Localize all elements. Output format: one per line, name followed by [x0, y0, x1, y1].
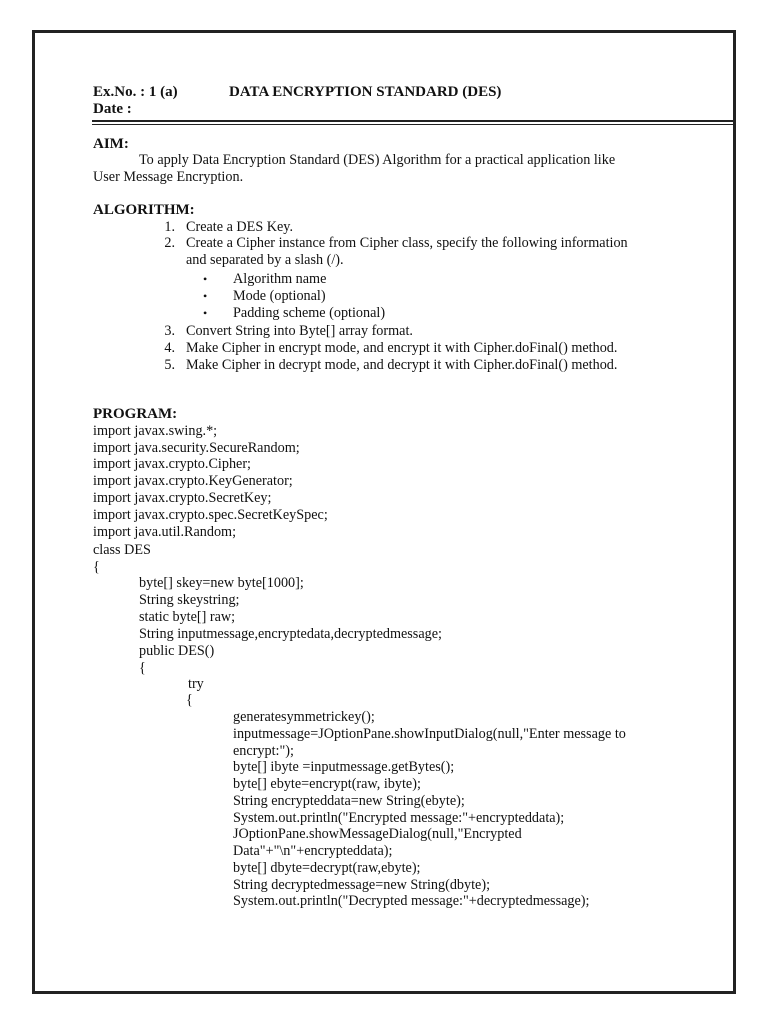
code-line: public DES() — [139, 643, 215, 659]
step-text: Convert String into Byte[] array format. — [186, 323, 413, 339]
code-line: byte[] dbyte=decrypt(raw,ebyte); — [233, 860, 421, 876]
date-label: Date : — [93, 101, 132, 117]
code-line: generatesymmetrickey(); — [233, 709, 375, 725]
bullet-item: Algorithm name — [233, 271, 327, 287]
code-line: static byte[] raw; — [139, 609, 236, 625]
program-heading: PROGRAM: — [93, 406, 178, 422]
code-line: import javax.swing.*; — [93, 423, 218, 439]
header-rule-thin — [92, 124, 733, 125]
code-line: { — [93, 559, 100, 575]
code-line: inputmessage=JOptionPane.showInputDialog(null,"Enter message to — [233, 726, 626, 742]
step-text: Make Cipher in decrypt mode, and decrypt it with Cipher.doFinal() method. — [186, 357, 618, 373]
code-line: encrypt:"); — [233, 743, 294, 759]
code-line: import javax.crypto.Cipher; — [93, 456, 251, 472]
bullet-item: Mode (optional) — [233, 288, 326, 304]
code-line: String encrypteddata=new String(ebyte); — [233, 793, 465, 809]
code-line: { — [186, 692, 193, 708]
step-number: 2. — [164, 235, 175, 251]
code-line: String inputmessage,encryptedata,decryptedmessage; — [139, 626, 442, 642]
step-number: 4. — [164, 340, 175, 356]
step-text: Make Cipher in encrypt mode, and encrypt it with Cipher.doFinal() method. — [186, 340, 618, 356]
algorithm-heading: ALGORITHM: — [93, 202, 195, 218]
bullet-item: Padding scheme (optional) — [233, 305, 386, 321]
code-line: String decryptedmessage=new String(dbyte); — [233, 877, 491, 893]
page-title: DATA ENCRYPTION STANDARD (DES) — [229, 84, 502, 100]
code-line: Data"+"\n"+encrypteddata); — [233, 843, 393, 859]
code-line: byte[] ibyte =inputmessage.getBytes(); — [233, 759, 455, 775]
bullet-icon: • — [203, 289, 208, 303]
aim-text-line-2: User Message Encryption. — [93, 169, 244, 185]
code-line: System.out.println("Decrypted message:"+decryptedmessage); — [233, 893, 590, 909]
step-text-continued: and separated by a slash (/). — [186, 252, 344, 268]
code-line: import javax.crypto.SecretKey; — [93, 490, 272, 506]
code-line: import java.util.Random; — [93, 524, 237, 540]
exercise-number: Ex.No. : 1 (a) — [93, 84, 178, 100]
code-line: try — [188, 676, 204, 692]
aim-text-line-1: To apply Data Encryption Standard (DES) Algorithm for a practical application like — [139, 152, 616, 168]
code-line: { — [139, 660, 146, 676]
step-number: 3. — [164, 323, 175, 339]
bullet-icon: • — [203, 272, 208, 286]
step-number: 1. — [164, 219, 175, 235]
header-rule-thick — [92, 120, 733, 122]
code-line: import javax.crypto.KeyGenerator; — [93, 473, 293, 489]
code-line: byte[] ebyte=encrypt(raw, ibyte); — [233, 776, 421, 792]
code-line: byte[] skey=new byte[1000]; — [139, 575, 304, 591]
code-line: JOptionPane.showMessageDialog(null,"Encrypted — [233, 826, 522, 842]
code-line: class DES — [93, 542, 151, 558]
step-number: 5. — [164, 357, 175, 373]
step-text: Create a Cipher instance from Cipher class, specify the following information — [186, 235, 628, 251]
aim-heading: AIM: — [93, 136, 129, 152]
code-line: System.out.println("Encrypted message:"+encrypteddata); — [233, 810, 565, 826]
code-line: String skeystring; — [139, 592, 240, 608]
bullet-icon: • — [203, 306, 208, 320]
code-line: import javax.crypto.spec.SecretKeySpec; — [93, 507, 328, 523]
code-line: import java.security.SecureRandom; — [93, 440, 300, 456]
step-text: Create a DES Key. — [186, 219, 294, 235]
